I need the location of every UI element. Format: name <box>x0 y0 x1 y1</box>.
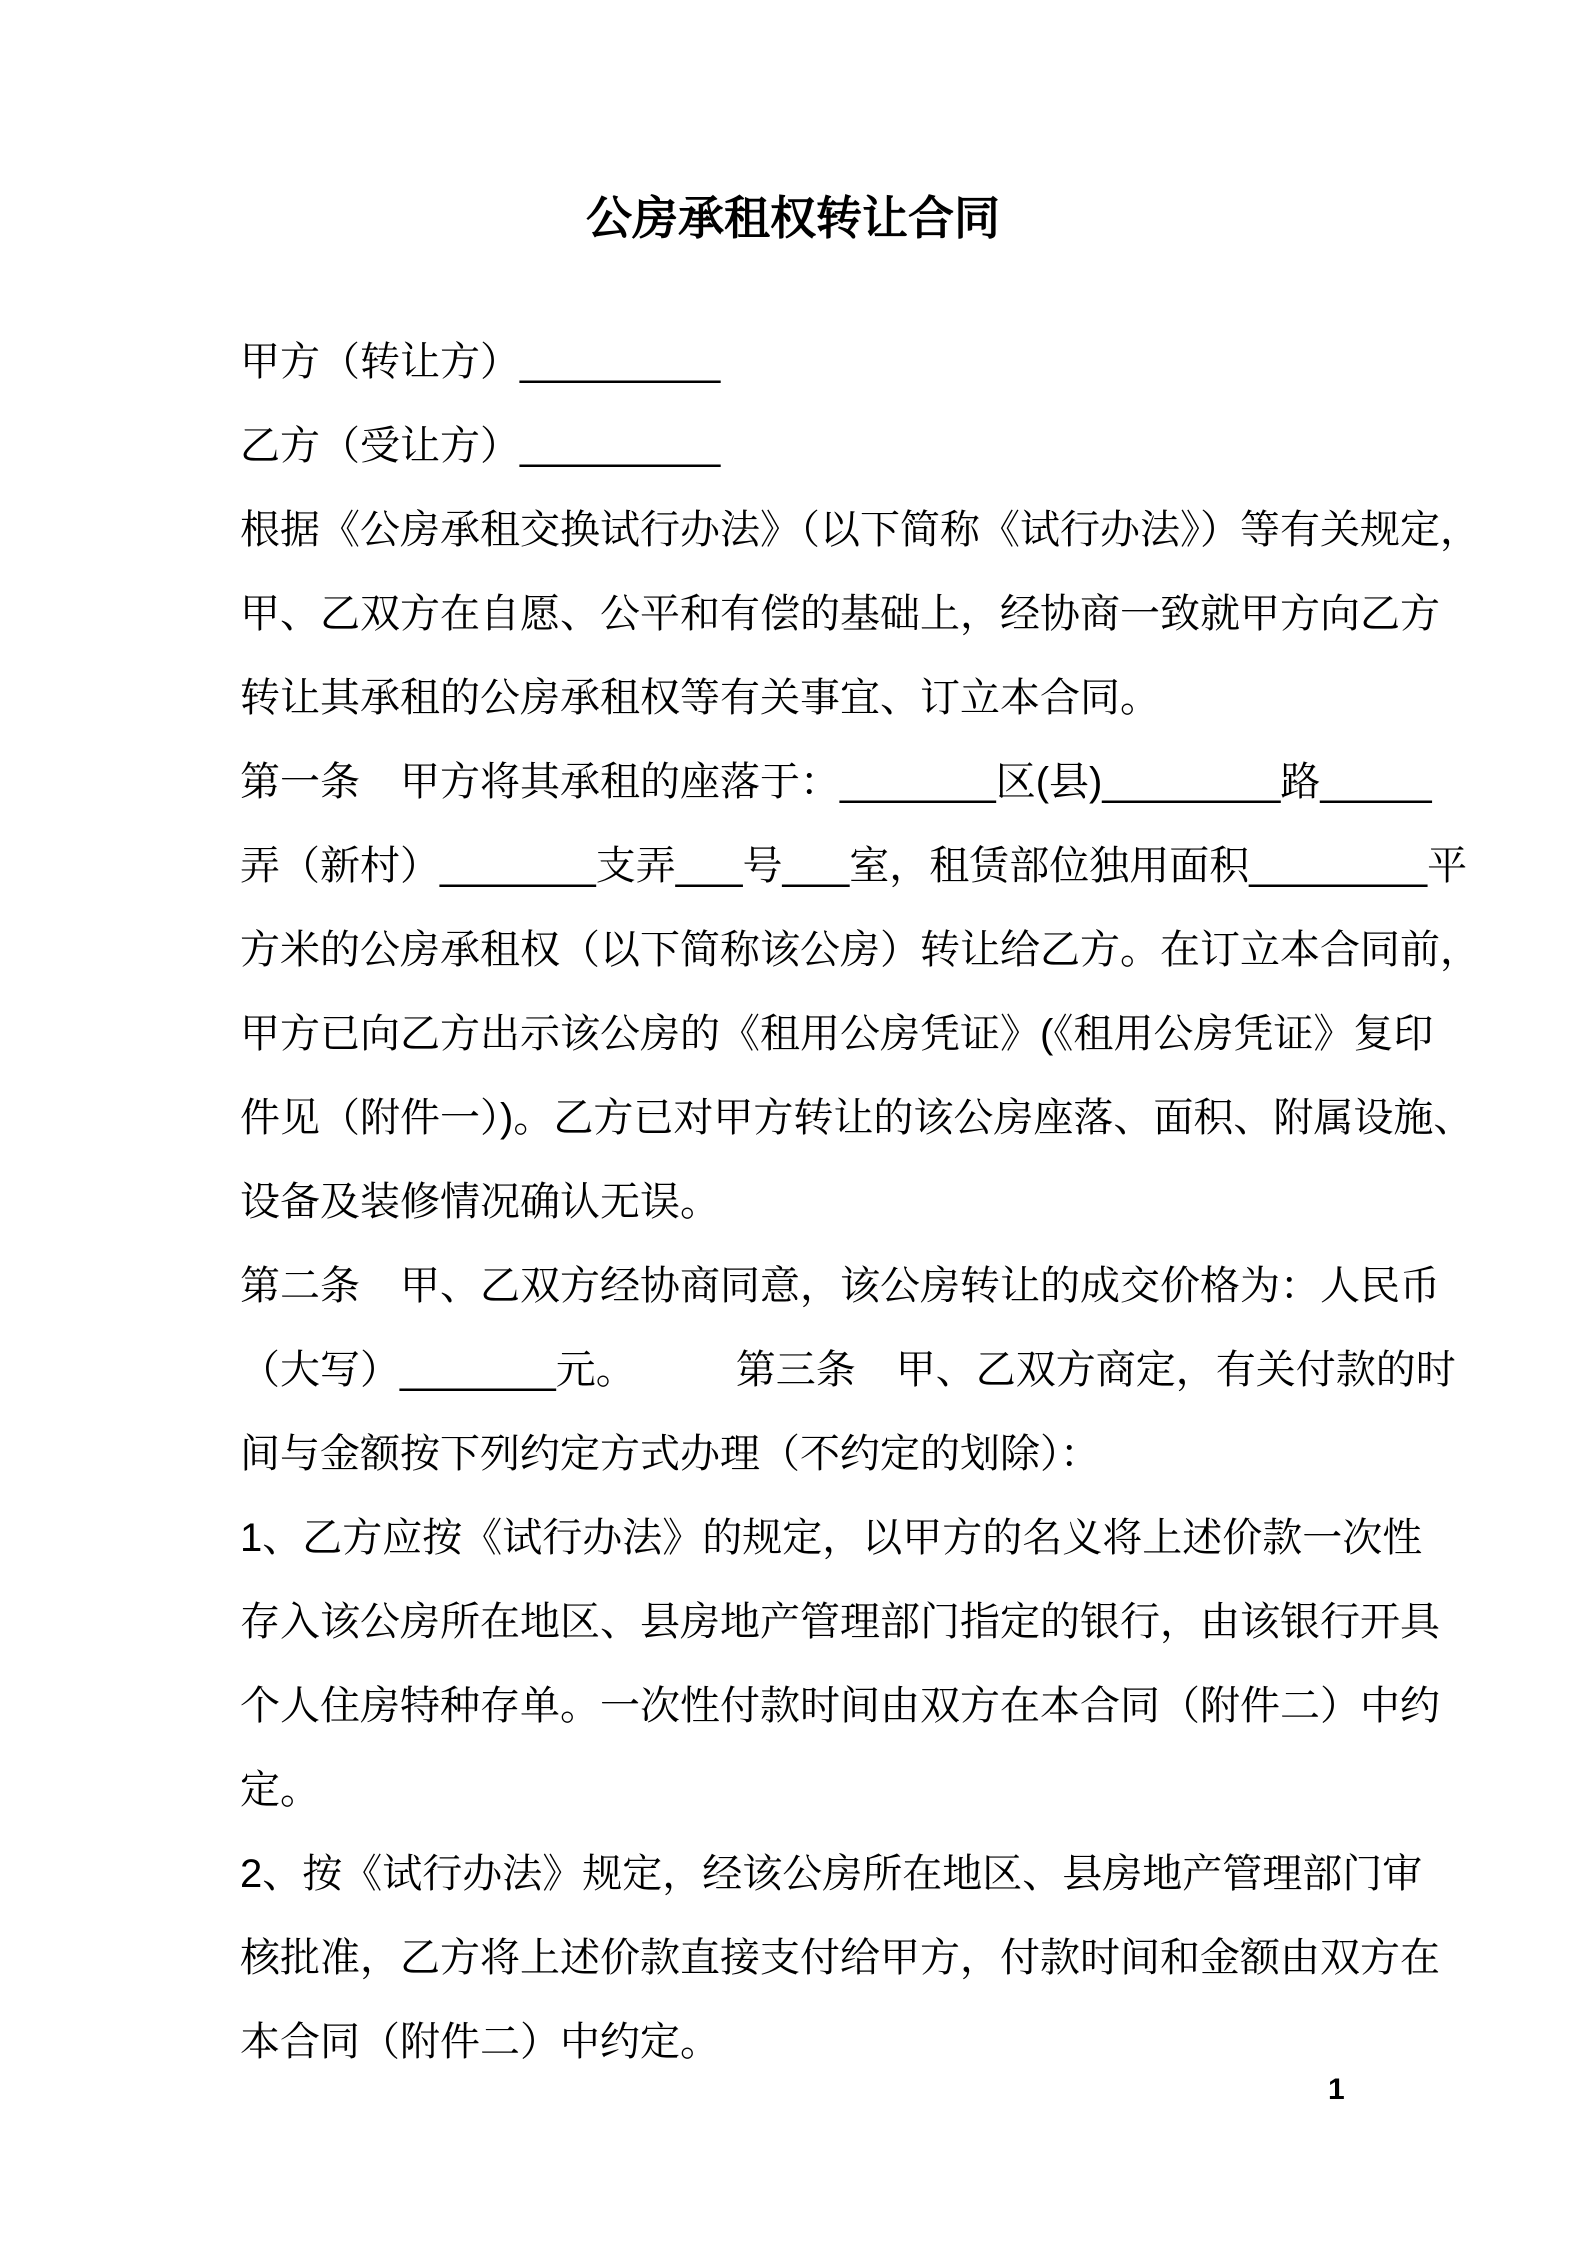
contract-line-article-3: （大写）_______元。 第三条 甲、乙双方商定，有关付款的时 <box>240 1348 1456 1392</box>
contract-line: 核批准，乙方将上述价款直接支付给甲方，付款时间和金额由双方在 <box>240 1936 1440 1980</box>
contract-line-item-2: 2、按《试行办法》规定，经该公房所在地区、县房地产管理部门审 <box>240 1852 1423 1896</box>
contract-line: 甲方已向乙方出示该公房的《租用公房凭证》(《租用公房凭证》复印 <box>240 1012 1434 1056</box>
contract-line-party-a: 甲方（转让方）_________ <box>240 340 721 384</box>
contract-line-party-b: 乙方（受让方）_________ <box>240 424 721 468</box>
contract-line: 甲、乙双方在自愿、公平和有偿的基础上，经协商一致就甲方向乙方 <box>240 592 1440 636</box>
contract-line: 件见（附件一）)。乙方已对甲方转让的该公房座落、面积、附属设施、 <box>240 1096 1474 1140</box>
contract-line: 弄（新村）_______支弄___号___室，租赁部位独用面积________平 <box>240 844 1468 888</box>
contract-line-article-2: 第二条 甲、乙双方经协商同意，该公房转让的成交价格为：人民币 <box>240 1264 1440 1308</box>
contract-line: 存入该公房所在地区、县房地产管理部门指定的银行，由该银行开具 <box>240 1600 1440 1644</box>
contract-line-item-1: 1、乙方应按《试行办法》的规定，以甲方的名义将上述价款一次性 <box>240 1516 1423 1560</box>
contract-line: 设备及装修情况确认无误。 <box>240 1180 720 1224</box>
contract-line: 定。 <box>240 1768 320 1812</box>
page-number: 1 <box>1328 2073 1345 2106</box>
contract-line: 间与金额按下列约定方式办理（不约定的划除）： <box>240 1432 1100 1476</box>
contract-line: 本合同（附件二）中约定。 <box>240 2020 720 2064</box>
contract-line-article-1: 第一条 甲方将其承租的座落于：_______区(县)________路_____ <box>240 760 1432 804</box>
contract-body <box>240 320 1480 2084</box>
contract-line: 转让其承租的公房承租权等有关事宜、订立本合同。 <box>240 676 1160 720</box>
contract-line: 方米的公房承租权（以下简称该公房）转让给乙方。在订立本合同前， <box>240 928 1480 972</box>
contract-line: 个人住房特种存单。一次性付款时间由双方在本合同（附件二）中约 <box>240 1684 1440 1728</box>
contract-line: 根据《公房承租交换试行办法》（以下简称《试行办法》）等有关规定， <box>240 508 1480 552</box>
page-title: 公房承租权转让合同 <box>586 192 1000 244</box>
